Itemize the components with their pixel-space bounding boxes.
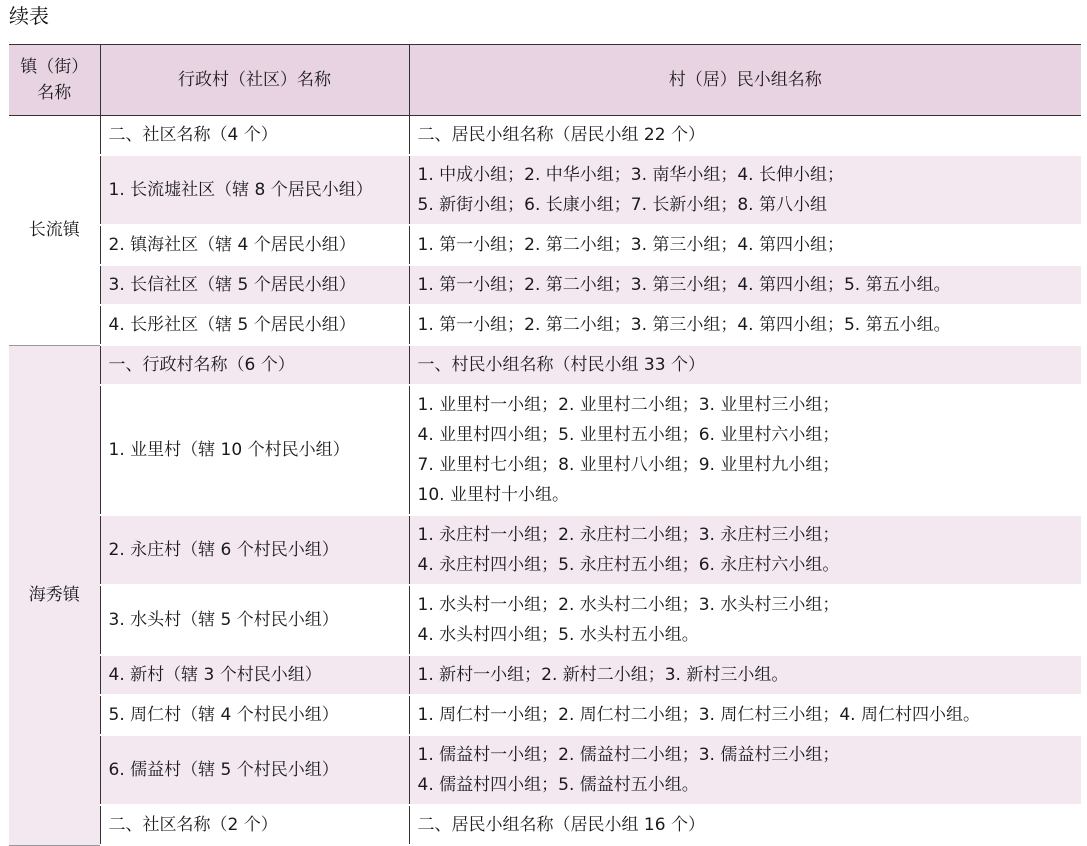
table-caption: 续表 [9, 4, 49, 28]
header-town-line: 名称 [37, 83, 72, 103]
table-row [9, 345, 1081, 385]
table-row [9, 385, 1081, 515]
village-cell: 4. 新村（辖 3 个村民小组） [100, 655, 409, 695]
village-cell: 二、社区名称（4 个） [100, 116, 409, 156]
table-row [9, 305, 1081, 345]
group-cell [409, 585, 1081, 655]
group-line: 1. 业里村一小组；2. 业里村二小组；3. 业里村三小组； [417, 395, 840, 415]
table-row [9, 515, 1081, 585]
group-line: 4. 业里村四小组；5. 业里村五小组；6. 业里村六小组； [417, 425, 840, 445]
table-row [9, 805, 1081, 845]
group-cell [409, 345, 1081, 385]
group-line: 二、居民小组名称（居民小组 22 个） [417, 125, 705, 145]
group-line: 1. 水头村一小组；2. 水头村二小组；3. 水头村三小组； [417, 595, 840, 615]
table-row [9, 655, 1081, 695]
group-line: 4. 永庄村四小组；5. 永庄村五小组；6. 永庄村六小组。 [417, 555, 840, 575]
group-line: 7. 业里村七小组；8. 业里村八小组；9. 业里村九小组； [417, 455, 840, 475]
group-cell [409, 735, 1081, 805]
group-line: 1. 第一小组；2. 第二小组；3. 第三小组；4. 第四小组； [417, 235, 844, 255]
table-row [9, 155, 1081, 225]
group-cell [409, 116, 1081, 156]
table-row [9, 585, 1081, 655]
group-line: 5. 新街小组；6. 长康小组；7. 长新小组；8. 第八小组 [417, 195, 827, 215]
village-cell: 2. 镇海社区（辖 4 个居民小组） [100, 225, 409, 265]
group-cell [409, 155, 1081, 225]
village-cell: 1. 业里村（辖 10 个村民小组） [100, 385, 409, 515]
table-row [9, 116, 1081, 156]
group-cell [409, 305, 1081, 345]
header-town-line: 镇（街） [20, 57, 89, 77]
village-cell: 一、行政村名称（6 个） [100, 345, 409, 385]
group-line: 1. 中成小组；2. 中华小组；3. 南华小组；4. 长伸小组； [417, 165, 844, 185]
village-cell: 2. 永庄村（辖 6 个村民小组） [100, 515, 409, 585]
village-cell: 6. 儒益村（辖 5 个村民小组） [100, 735, 409, 805]
group-line: 1. 永庄村一小组；2. 永庄村二小组；3. 永庄村三小组； [417, 525, 840, 545]
group-line: 1. 第一小组；2. 第二小组；3. 第三小组；4. 第四小组；5. 第五小组。 [417, 275, 951, 295]
group-cell [409, 805, 1081, 845]
village-cell: 3. 长信社区（辖 5 个居民小组） [100, 265, 409, 305]
table-row [9, 695, 1081, 735]
header-town [9, 45, 100, 116]
group-cell [409, 225, 1081, 265]
admin-division-table [9, 44, 1081, 846]
village-cell: 1. 长流墟社区（辖 8 个居民小组） [100, 155, 409, 225]
town-cell-changliu: 长流镇 [9, 116, 100, 346]
village-cell: 3. 水头村（辖 5 个村民小组） [100, 585, 409, 655]
group-line: 4. 水头村四小组；5. 水头村五小组。 [417, 625, 699, 645]
group-cell [409, 385, 1081, 515]
village-cell: 4. 长彤社区（辖 5 个居民小组） [100, 305, 409, 345]
town-cell-haixiu: 海秀镇 [9, 345, 100, 845]
village-cell: 二、社区名称（2 个） [100, 805, 409, 845]
header-group: 村（居）民小组名称 [409, 45, 1081, 116]
group-line: 1. 第一小组；2. 第二小组；3. 第三小组；4. 第四小组；5. 第五小组。 [417, 315, 951, 335]
group-line: 二、居民小组名称（居民小组 16 个） [417, 815, 705, 835]
group-cell [409, 265, 1081, 305]
village-cell: 5. 周仁村（辖 4 个村民小组） [100, 695, 409, 735]
group-cell [409, 695, 1081, 735]
group-line: 1. 新村一小组；2. 新村二小组；3. 新村三小组。 [417, 665, 789, 685]
group-cell [409, 515, 1081, 585]
group-line: 1. 儒益村一小组；2. 儒益村二小组；3. 儒益村三小组； [417, 745, 840, 765]
table-row [9, 735, 1081, 805]
header-village: 行政村（社区）名称 [100, 45, 409, 116]
group-line: 10. 业里村十小组。 [417, 485, 569, 505]
table-row [9, 265, 1081, 305]
group-cell [409, 655, 1081, 695]
group-line: 1. 周仁村一小组；2. 周仁村二小组；3. 周仁村三小组；4. 周仁村四小组。 [417, 705, 980, 725]
group-line: 一、村民小组名称（村民小组 33 个） [417, 355, 705, 375]
group-line: 4. 儒益村四小组；5. 儒益村五小组。 [417, 775, 699, 795]
table-header-row [9, 45, 1081, 116]
table-row [9, 225, 1081, 265]
